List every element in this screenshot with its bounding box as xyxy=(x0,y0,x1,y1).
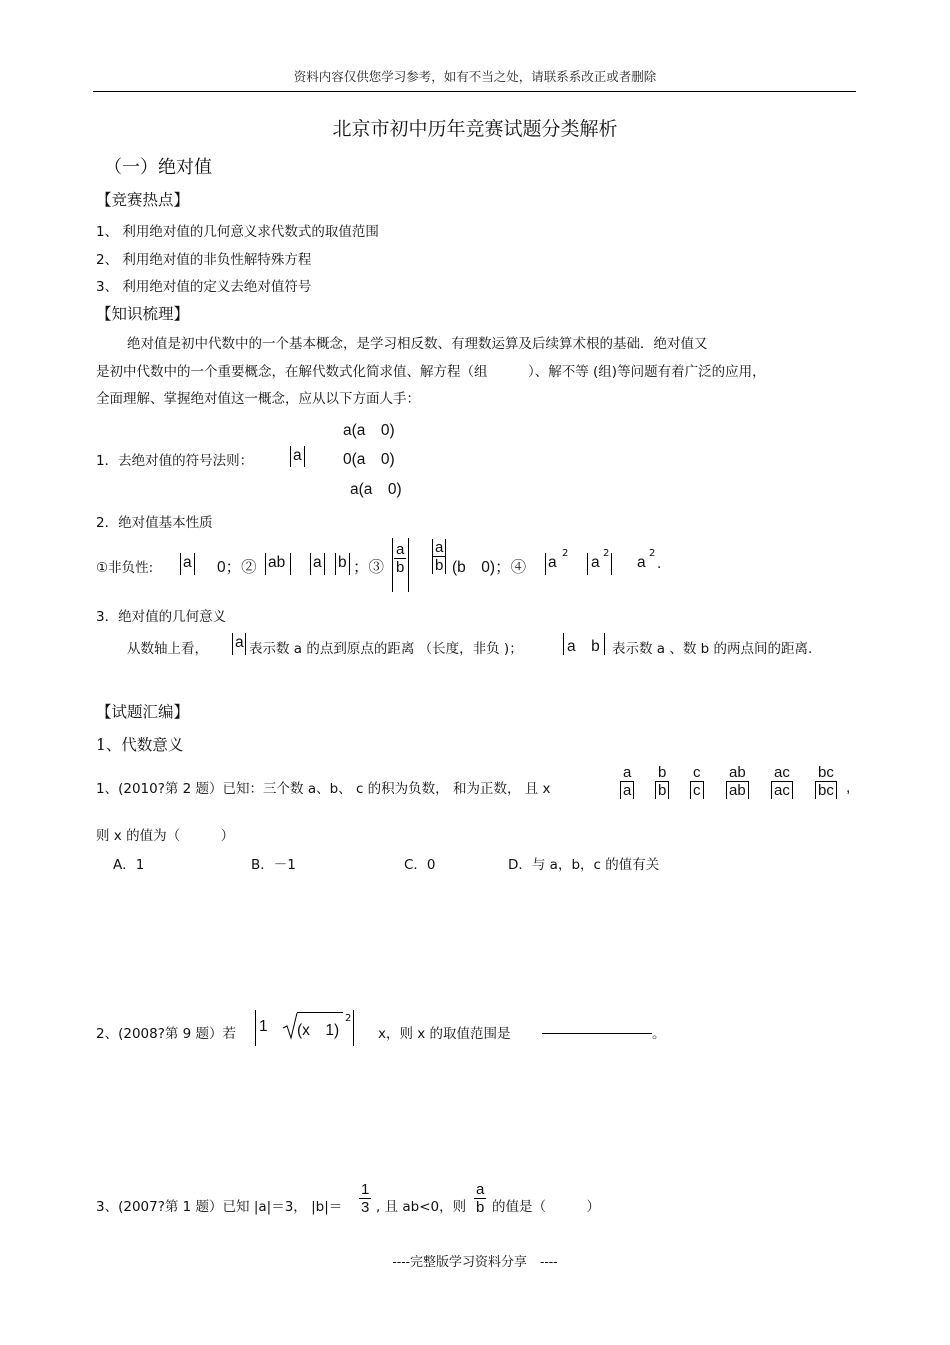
fraction-numerator: ab xyxy=(729,764,746,781)
abs-bar xyxy=(392,538,393,592)
prop-text: 0；② xyxy=(217,559,257,576)
abs-bar xyxy=(587,553,588,575)
fraction-denominator: b xyxy=(476,1199,485,1216)
prop-var: a xyxy=(548,554,557,571)
math-term: 1 xyxy=(259,1018,268,1035)
fraction xyxy=(620,764,634,799)
exponent: 2 xyxy=(603,548,610,559)
answer-option: A．1 xyxy=(113,857,145,873)
fraction-denominator: b xyxy=(655,781,669,799)
page-footer: ----完整版学习资料分享 ---- xyxy=(392,1255,558,1270)
fraction xyxy=(771,764,793,799)
fraction xyxy=(655,764,669,799)
fraction-denominator: 3 xyxy=(361,1199,370,1216)
fraction-numerator: a xyxy=(623,764,632,781)
fraction-numerator: a xyxy=(432,539,446,556)
prop-var: a xyxy=(591,554,600,571)
abs-bar xyxy=(604,633,605,655)
prop-text: . xyxy=(657,555,662,572)
abs-bar xyxy=(324,553,325,575)
sqrt-sign xyxy=(282,1012,298,1040)
section-heading: （一）绝对值 xyxy=(104,157,212,178)
prop-text: (b 0)；④ xyxy=(452,559,527,576)
abs-bar xyxy=(304,446,305,467)
abs-bar xyxy=(290,446,291,467)
fraction xyxy=(394,541,406,576)
math-term: (x 1) xyxy=(297,1022,340,1039)
subsection-heading: 1、代数意义 xyxy=(96,736,184,754)
document-title: 北京市初中历年竞赛试题分类解析 xyxy=(332,118,618,140)
fraction xyxy=(815,764,837,799)
question-text: 3、(2007?第 1 题）已知 |a|＝3， |b|＝ xyxy=(96,1199,343,1215)
answer-option: D．与 a，b，c 的值有关 xyxy=(508,857,660,873)
geo-text: 从数轴上看， xyxy=(127,641,208,657)
hot-item: 3、 利用绝对值的定义去绝对值符号 xyxy=(96,279,312,295)
question-text: 。 xyxy=(652,1026,666,1042)
abs-bar xyxy=(353,1010,354,1046)
exponent: 2 xyxy=(345,1013,352,1024)
geo-text: 表示数 a 、数 b 的两点间的距离. xyxy=(612,641,813,657)
question-text: 的值是（ ） xyxy=(492,1199,600,1215)
prop-var: a xyxy=(313,554,322,571)
rule1-lhs: a xyxy=(293,447,302,464)
abs-bar xyxy=(545,553,546,575)
abs-bar xyxy=(310,553,311,575)
hot-item: 2、 利用绝对值的非负性解特殊方程 xyxy=(96,252,312,268)
abs-bar xyxy=(611,553,612,575)
abs-bar xyxy=(255,1010,256,1046)
fraction xyxy=(359,1181,371,1216)
exam-heading: 【试题汇编】 xyxy=(96,703,190,721)
prop-var: a xyxy=(183,554,192,571)
fraction-denominator: a xyxy=(620,781,634,799)
knowledge-heading: 【知识梳理】 xyxy=(96,305,190,323)
rule1-case: a(a 0) xyxy=(350,481,402,498)
abs-bar xyxy=(349,553,350,575)
answer-option: B．－1 xyxy=(251,857,296,873)
fraction-denominator: b xyxy=(432,556,446,574)
fraction-denominator: c xyxy=(690,781,704,799)
abs-bar xyxy=(245,633,246,655)
question-text: , xyxy=(846,779,851,796)
prop-var: a xyxy=(637,554,646,571)
hot-heading: 【竞赛热点】 xyxy=(96,191,190,209)
abs-bar xyxy=(180,553,181,575)
hot-item: 1、 利用绝对值的几何意义求代数式的取值范围 xyxy=(96,224,379,240)
fraction-numerator: 1 xyxy=(361,1181,370,1198)
header-rule xyxy=(93,91,856,92)
geo-var: a b xyxy=(567,638,600,655)
geo-var: a xyxy=(235,634,244,651)
rule1-label: 1．去绝对值的符号法则： xyxy=(96,453,254,469)
question-text: x，则 x 的取值范围是 xyxy=(378,1026,511,1042)
abs-bar xyxy=(265,553,266,575)
knowledge-paragraph: 绝对值是初中代数中的一个基本概念，是学习相反数、有理数运算及后续算术根的基础．绝对值又 xyxy=(127,336,708,352)
fraction-denominator: ab xyxy=(726,781,749,799)
knowledge-paragraph: 全面理解、掌握绝对值这一概念，应从以下方面人手： xyxy=(96,391,420,407)
prop-text: ①非负性: xyxy=(96,560,154,576)
fraction-numerator: a xyxy=(396,541,405,558)
fraction-numerator: c xyxy=(693,764,701,781)
question-text: 则 x 的值为（ ） xyxy=(96,828,235,844)
fraction-numerator: b xyxy=(658,764,667,781)
abs-bar xyxy=(290,553,291,575)
fraction-denominator: bc xyxy=(815,781,837,799)
abs-bar xyxy=(194,553,195,575)
fraction-numerator: a xyxy=(476,1181,485,1198)
fraction xyxy=(690,764,704,799)
answer-blank xyxy=(542,1022,652,1038)
sqrt-overline xyxy=(297,1012,343,1013)
exponent: 2 xyxy=(649,548,656,559)
prop-var: ab xyxy=(268,554,286,571)
question-text: , 且 ab<0，则 xyxy=(376,1199,467,1215)
abs-bar xyxy=(232,633,233,655)
prop-var: b xyxy=(338,554,347,571)
prop-label: 2．绝对值基本性质 xyxy=(96,515,213,531)
fraction xyxy=(474,1181,486,1216)
geo-label: 3．绝对值的几何意义 xyxy=(96,609,227,625)
abs-bar xyxy=(563,633,564,655)
fraction-denominator: ac xyxy=(771,781,793,799)
rule1-case: 0(a 0) xyxy=(343,451,395,468)
fraction xyxy=(432,539,446,574)
geo-text: 表示数 a 的点到原点的距离 （长度，非负 )； xyxy=(249,641,523,657)
fraction-numerator: bc xyxy=(818,764,834,781)
answer-option: C．0 xyxy=(404,857,436,873)
rule1-case: a(a 0) xyxy=(343,422,395,439)
fraction-denominator: b xyxy=(396,559,405,576)
abs-bar xyxy=(408,538,409,592)
question-text: 2、(2008?第 9 题）若 xyxy=(96,1026,237,1042)
fraction xyxy=(726,764,749,799)
knowledge-paragraph: 是初中代数中的一个重要概念，在解代数式化简求值、解方程（组 ）、解不等 (组)等问题有着广泛的应用， xyxy=(96,364,766,380)
page-header: 资料内容仅供您学习参考，如有不当之处，请联系系改正或者删除 xyxy=(293,69,657,84)
abs-bar xyxy=(335,553,336,575)
exponent: 2 xyxy=(562,548,569,559)
fraction-numerator: ac xyxy=(774,764,790,781)
prop-text: ；③ xyxy=(353,559,385,576)
question-text: 1、(2010?第 2 题）已知：三个数 a、b、 c 的积为负数， 和为正数， 且 x xyxy=(96,781,551,797)
